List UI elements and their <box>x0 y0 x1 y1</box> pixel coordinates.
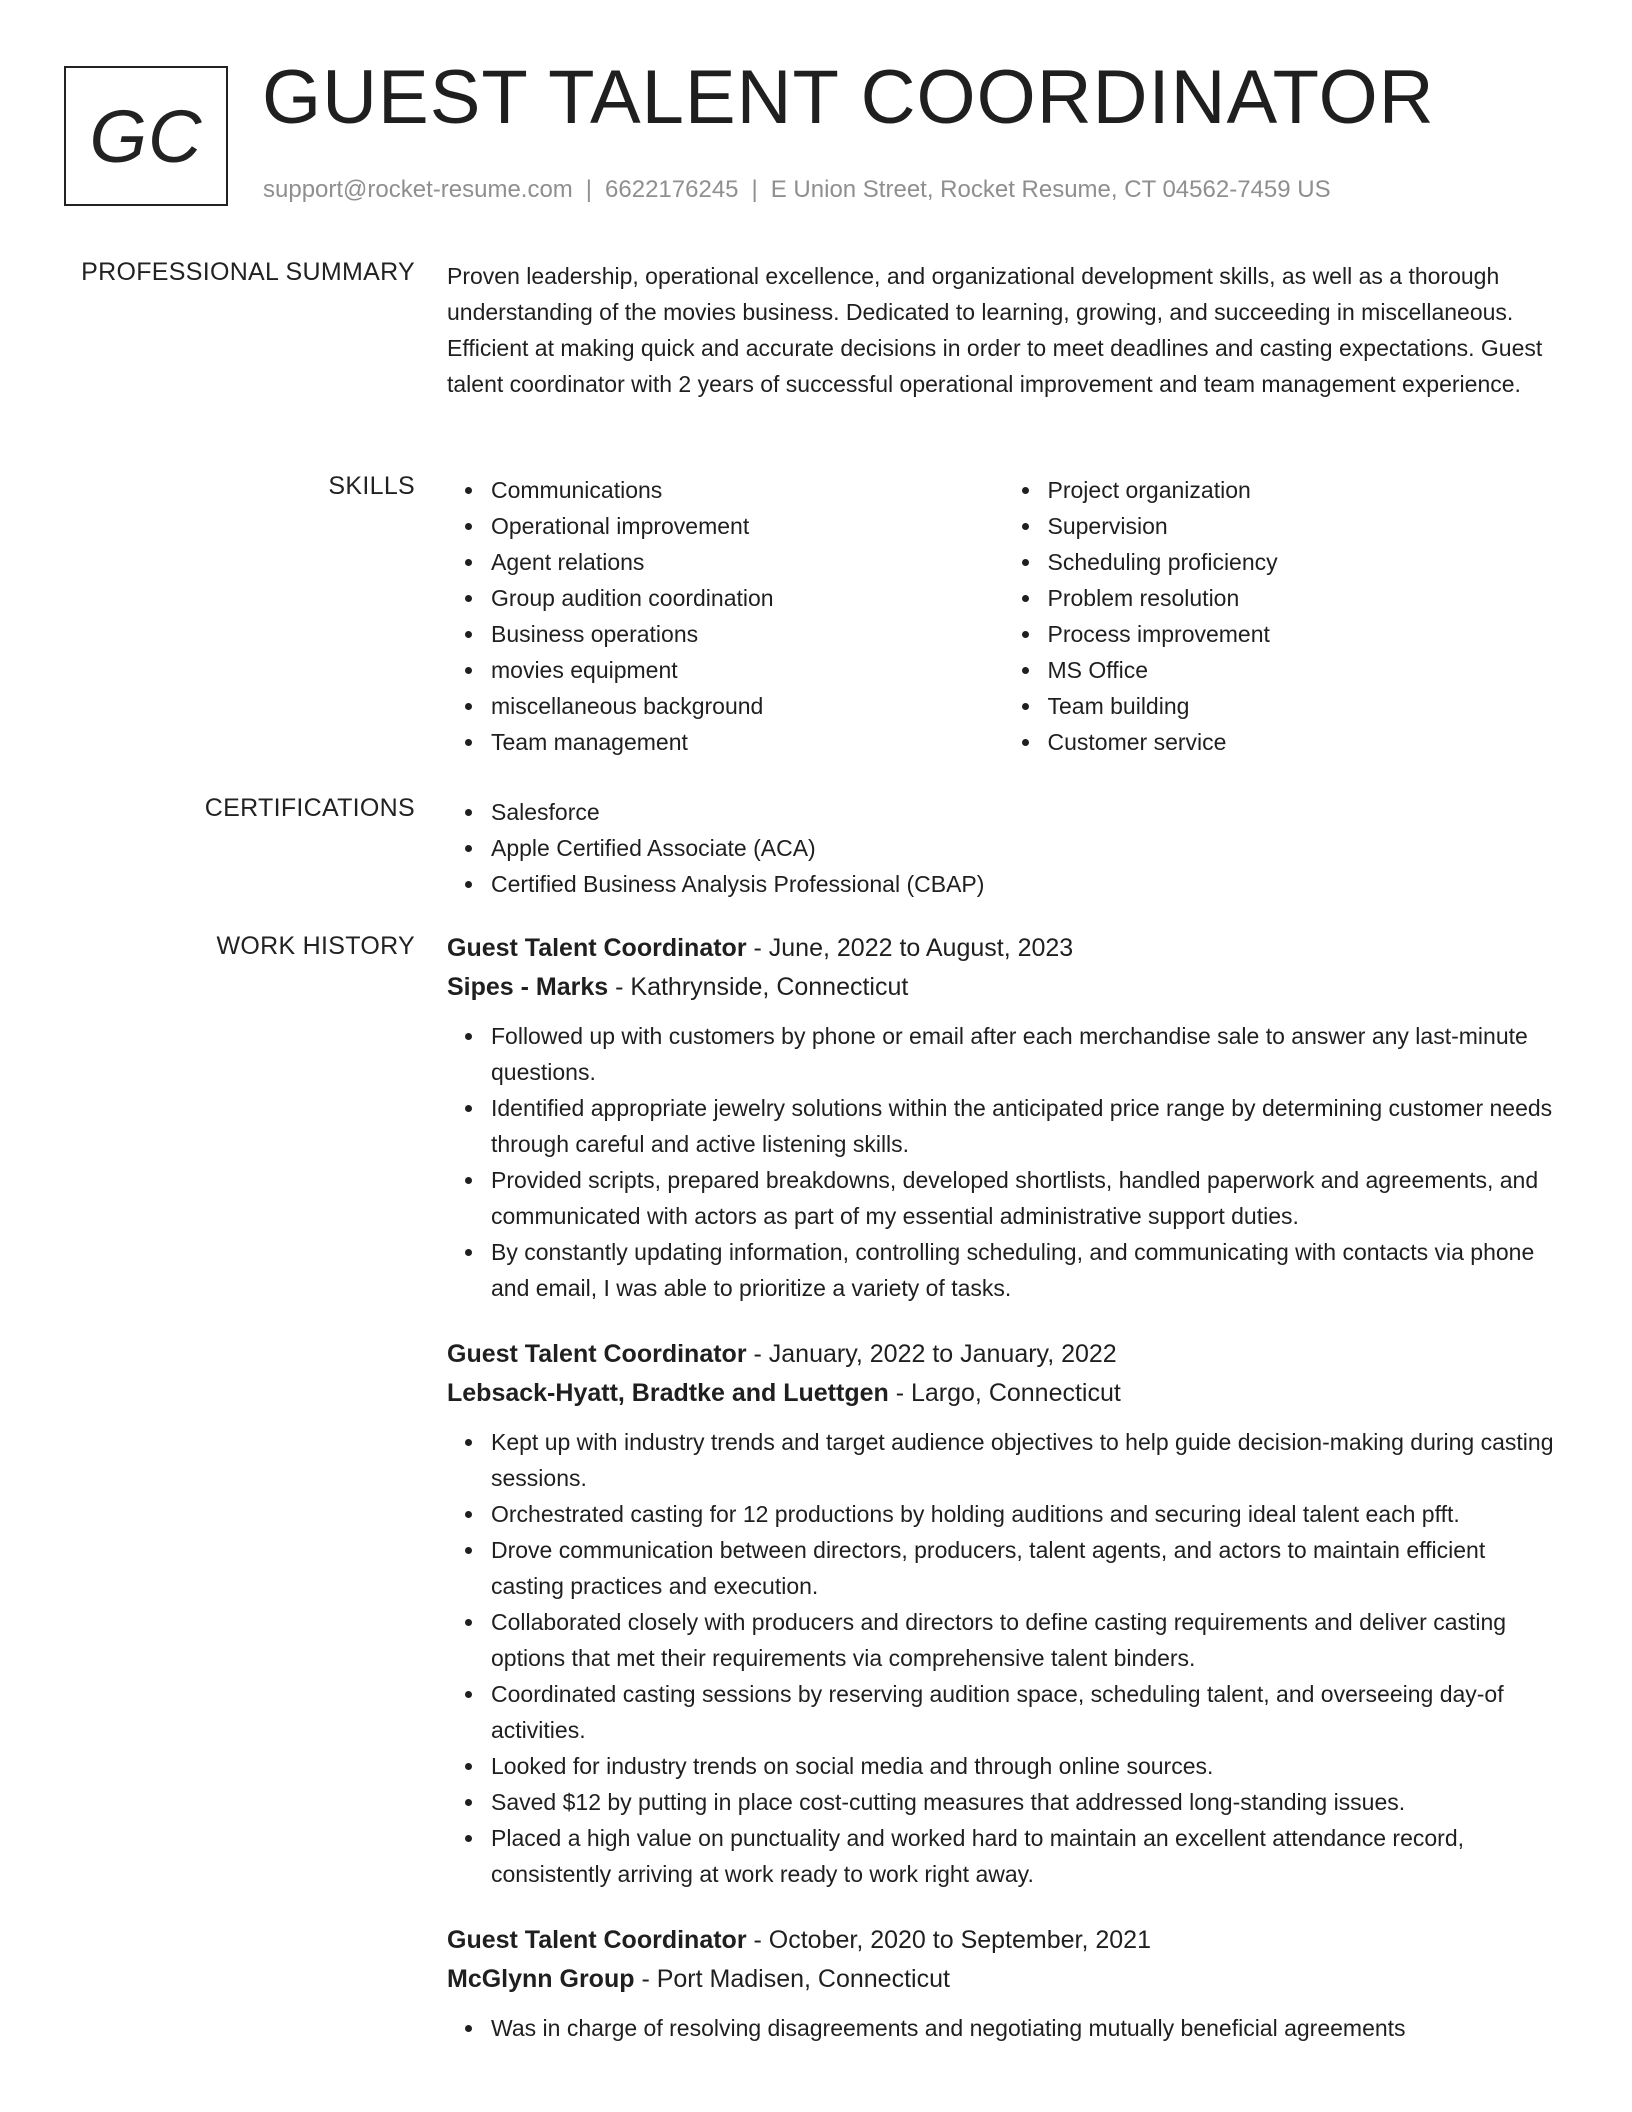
summary-text: Proven leadership, operational excellence, and organizational development skills, as well as a thorough understanding of the movies business. Dedicated to learning, growing, and succeeding in miscellaneous. Efficient at making quick and accurate decisions in order to meet deadlines and casting expectations. Guest talent coordinator with 2 years of successful operational improvement and team management experience. <box>447 263 1543 397</box>
job-duty: Coordinated casting sessions by reserving audition space, scheduling talent, and overseeing day-of activities. <box>491 1676 1560 1748</box>
job-duty: Placed a high value on punctuality and worked hard to maintain an excellent attendance record, consistently arriving at work ready to work right away. <box>491 1820 1560 1892</box>
job-dates: - June, 2022 to August, 2023 <box>746 934 1074 962</box>
job-duty: Kept up with industry trends and target audience objectives to help guide decision-making during casting sessions. <box>491 1424 1560 1496</box>
job-duty: Identified appropriate jewelry solutions within the anticipated price range by determining customer needs through careful and active listening skills. <box>491 1090 1560 1162</box>
job-duty: Drove communication between directors, producers, talent agents, and actors to maintain efficient casting practices and execution. <box>491 1532 1560 1604</box>
skill-item: Team management <box>491 724 1004 760</box>
skills-list-right <box>1004 472 1561 760</box>
job-duties-list <box>447 2010 1560 2046</box>
job-title: Guest Talent Coordinator <box>447 1926 747 1954</box>
job-heading <box>447 1920 1560 1960</box>
job-location: - Kathrynside, Connecticut <box>608 973 909 1001</box>
skill-item: Process improvement <box>1048 616 1561 652</box>
certification-item: Certified Business Analysis Professional (CBAP) <box>491 866 1560 902</box>
job-duty: Was in charge of resolving disagreements and negotiating mutually beneficial agreements <box>491 2010 1560 2046</box>
contact-address: E Union Street, Rocket Resume, CT 04562-7459 US <box>770 176 1331 203</box>
job-entry <box>447 928 1560 1306</box>
job-heading <box>447 928 1560 968</box>
skill-item: Agent relations <box>491 544 1004 580</box>
skill-item: Scheduling proficiency <box>1048 544 1561 580</box>
company-name: Sipes - Marks <box>447 973 609 1001</box>
job-employer <box>447 968 1560 1006</box>
job-employer <box>447 1374 1560 1412</box>
job-duty: Provided scripts, prepared breakdowns, developed shortlists, handled paperwork and agreements, and communicated with actors as part of my essential administrative support duties. <box>491 1162 1560 1234</box>
job-duties-list <box>447 1424 1560 1892</box>
certification-item: Salesforce <box>491 794 1560 830</box>
skills-heading: SKILLS <box>328 472 415 500</box>
skill-item: Operational improvement <box>491 508 1004 544</box>
job-dates: - January, 2022 to January, 2022 <box>746 1340 1117 1368</box>
job-employer <box>447 1960 1560 1998</box>
company-name: Lebsack-Hyatt, Bradtke and Luettgen <box>447 1379 889 1407</box>
job-entry <box>447 1920 1560 2046</box>
certifications-heading: CERTIFICATIONS <box>204 794 415 822</box>
summary-heading: PROFESSIONAL SUMMARY <box>81 258 415 286</box>
certifications-list <box>447 794 1560 902</box>
skill-item: Project organization <box>1048 472 1561 508</box>
job-entry <box>447 1334 1560 1892</box>
contact-phone[interactable]: 6622176245 <box>605 176 739 203</box>
skill-item: Supervision <box>1048 508 1561 544</box>
monogram-logo: GC <box>64 66 228 206</box>
skill-item: Business operations <box>491 616 1004 652</box>
job-duty: Collaborated closely with producers and directors to define casting requirements and deliver casting options that met their requirements via comprehensive talent binders. <box>491 1604 1560 1676</box>
job-location: - Largo, Connecticut <box>888 1379 1121 1407</box>
skill-item: Customer service <box>1048 724 1561 760</box>
company-name: McGlynn Group <box>447 1965 635 1993</box>
skill-item: MS Office <box>1048 652 1561 688</box>
skill-item: Team building <box>1048 688 1561 724</box>
job-duty: Orchestrated casting for 12 productions by holding auditions and securing ideal talent each pfft. <box>491 1496 1560 1532</box>
job-title: Guest Talent Coordinator <box>447 934 747 962</box>
skill-item: Problem resolution <box>1048 580 1561 616</box>
job-duty: Followed up with customers by phone or email after each merchandise sale to answer any last-minute questions. <box>491 1018 1560 1090</box>
job-title: Guest Talent Coordinator <box>447 1340 747 1368</box>
job-dates: - October, 2020 to September, 2021 <box>746 1926 1151 1954</box>
job-heading <box>447 1334 1560 1374</box>
skill-item: Communications <box>491 472 1004 508</box>
skill-item: movies equipment <box>491 652 1004 688</box>
skill-item: miscellaneous background <box>491 688 1004 724</box>
job-duties-list <box>447 1018 1560 1306</box>
contact-email[interactable]: support@rocket-resume.com <box>263 176 573 203</box>
job-duty: Looked for industry trends on social media and through online sources. <box>491 1748 1560 1784</box>
contact-separator: | <box>585 176 593 203</box>
resume-title: GUEST TALENT COORDINATOR <box>262 55 1435 140</box>
contact-separator: | <box>751 176 758 203</box>
skill-item: Group audition coordination <box>491 580 1004 616</box>
contact-line <box>263 176 1331 204</box>
job-duty: Saved $12 by putting in place cost-cutting measures that addressed long-standing issues. <box>491 1784 1560 1820</box>
work-history-heading: WORK HISTORY <box>216 932 415 960</box>
job-duty: By constantly updating information, controlling scheduling, and communicating with contacts via phone and email, I was able to prioritize a variety of tasks. <box>491 1234 1560 1306</box>
job-location: - Port Madisen, Connecticut <box>634 1965 950 1993</box>
certification-item: Apple Certified Associate (ACA) <box>491 830 1560 866</box>
skills-list-left <box>447 472 1004 760</box>
